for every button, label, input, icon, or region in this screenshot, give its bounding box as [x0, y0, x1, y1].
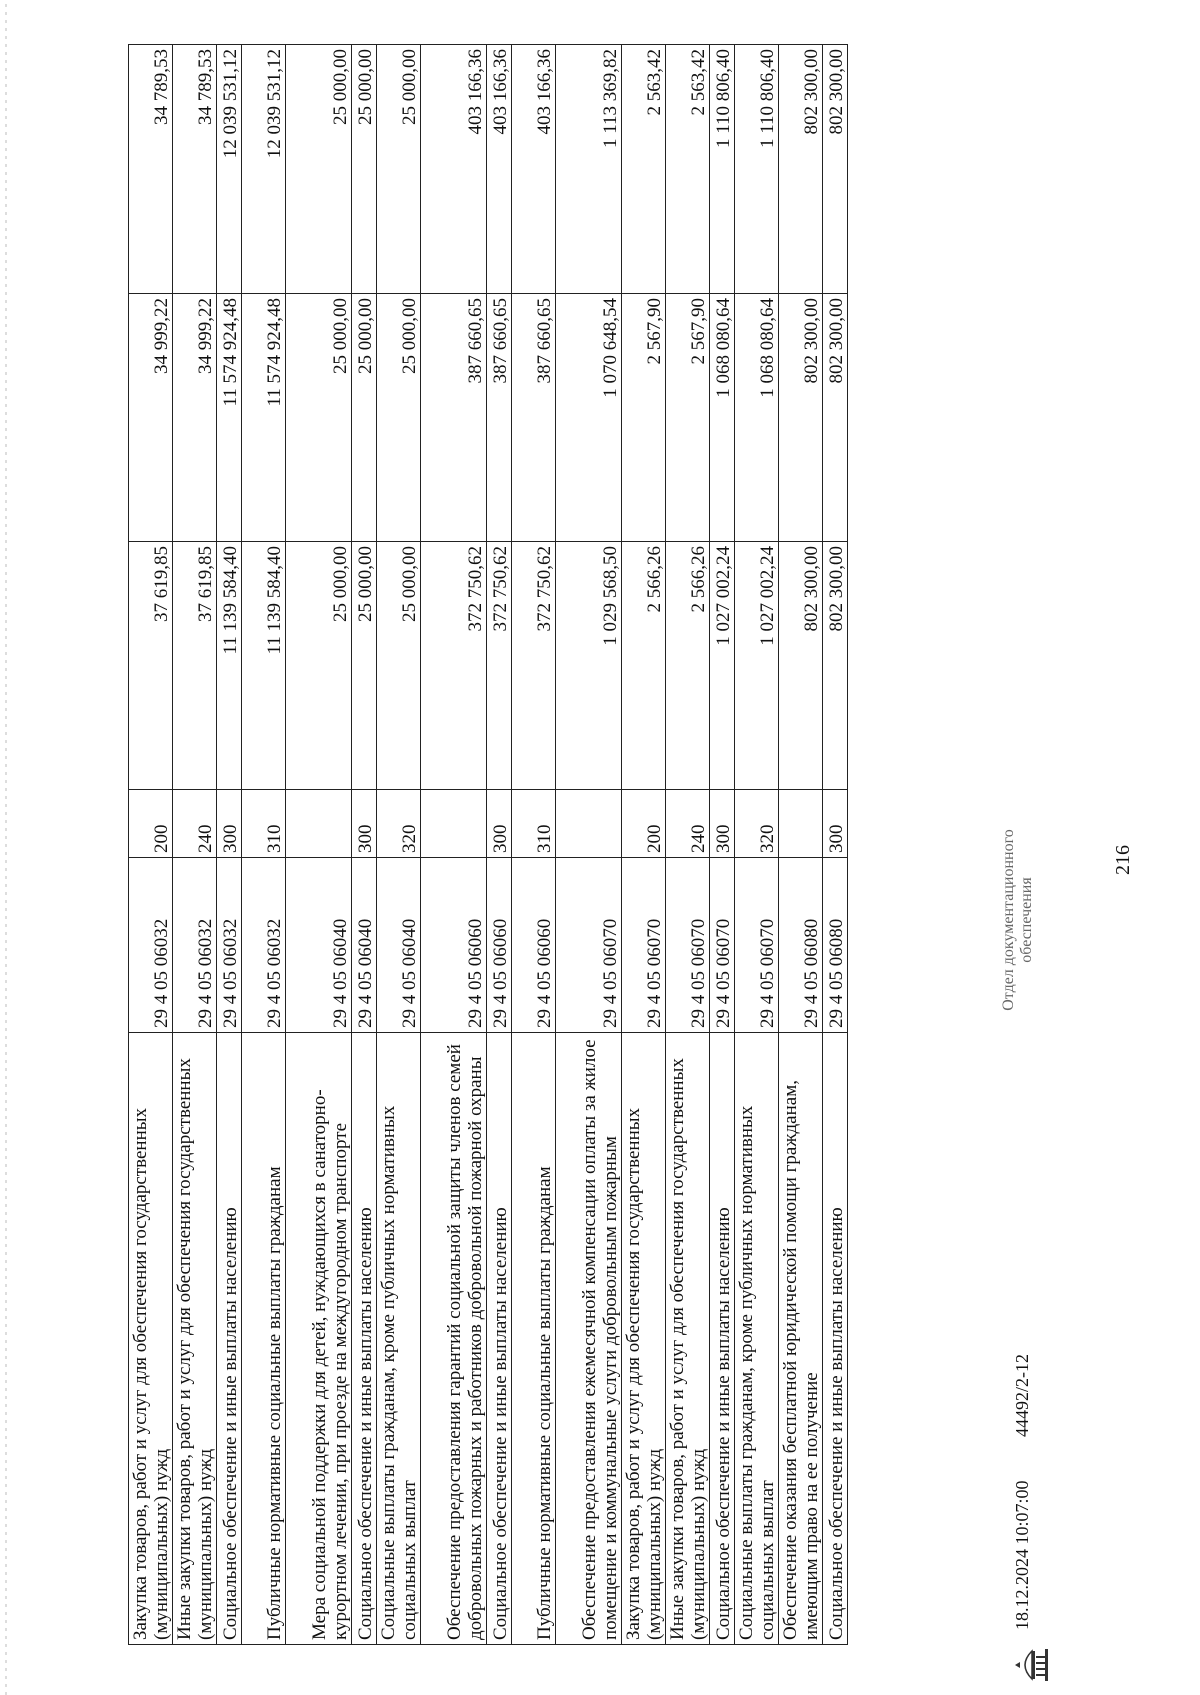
row-amount-year2-cell: 2 567,90 — [622, 294, 666, 542]
row-vr-cell: 300 — [823, 790, 848, 858]
row-amount-year2-cell: 2 567,90 — [666, 294, 710, 542]
row-amount-year2-cell: 1 068 080,64 — [735, 294, 779, 542]
row-name-cell: Социальное обеспечение и иные выплаты населению — [823, 1033, 848, 1645]
row-amount-year1-cell: 372 750,62 — [421, 542, 487, 790]
row-amount-year1-cell: 25 000,00 — [352, 542, 377, 790]
footer-date: 18.12.2024 10:07:00 — [1012, 1480, 1032, 1630]
table-row — [779, 45, 823, 1645]
row-name-cell: Закупка товаров, работ и услуг для обеспечения государственных (муниципальных) нужд — [622, 1033, 666, 1645]
row-amount-year2-cell: 25 000,00 — [286, 294, 352, 542]
row-amount-year1-cell: 802 300,00 — [779, 542, 823, 790]
row-vr-cell — [779, 790, 823, 858]
row-amount-year1-cell: 25 000,00 — [286, 542, 352, 790]
row-csr-cell: 29 4 05 06040 — [286, 858, 352, 1033]
row-amount-year3-cell: 12 039 531,12 — [217, 45, 242, 294]
row-vr-cell: 310 — [512, 790, 556, 858]
row-amount-year1-cell: 11 139 584,40 — [217, 542, 242, 790]
row-vr-cell: 320 — [735, 790, 779, 858]
row-amount-year1-cell: 2 566,26 — [622, 542, 666, 790]
row-amount-year1-cell: 37 619,85 — [173, 542, 217, 790]
row-vr-cell: 300 — [710, 790, 735, 858]
row-csr-cell: 29 4 05 06032 — [173, 858, 217, 1033]
row-name-cell: Иные закупки товаров, работ и услуг для обеспечения государственных (муниципальных) нужд — [666, 1033, 710, 1645]
row-amount-year3-cell: 12 039 531,12 — [242, 45, 286, 294]
row-amount-year2-cell: 25 000,00 — [352, 294, 377, 542]
table-row — [666, 45, 710, 1645]
row-csr-cell: 29 4 05 06040 — [352, 858, 377, 1033]
row-amount-year2-cell: 802 300,00 — [779, 294, 823, 542]
row-csr-cell: 29 4 05 06060 — [487, 858, 512, 1033]
row-amount-year1-cell: 2 566,26 — [666, 542, 710, 790]
row-csr-cell: 29 4 05 06070 — [666, 858, 710, 1033]
row-amount-year2-cell: 802 300,00 — [823, 294, 848, 542]
row-amount-year2-cell: 25 000,00 — [377, 294, 421, 542]
row-amount-year3-cell: 403 166,36 — [512, 45, 556, 294]
row-amount-year1-cell: 372 750,62 — [487, 542, 512, 790]
row-csr-cell: 29 4 05 06060 — [512, 858, 556, 1033]
row-vr-cell: 200 — [622, 790, 666, 858]
row-vr-cell: 300 — [352, 790, 377, 858]
row-amount-year2-cell: 387 660,65 — [421, 294, 487, 542]
row-vr-cell: 240 — [173, 790, 217, 858]
row-amount-year1-cell: 1 027 002,24 — [710, 542, 735, 790]
row-vr-cell: 310 — [242, 790, 286, 858]
row-name-cell: Публичные нормативные социальные выплаты гражданам — [242, 1033, 286, 1645]
row-csr-cell: 29 4 05 06080 — [779, 858, 823, 1033]
row-amount-year3-cell: 403 166,36 — [421, 45, 487, 294]
row-csr-cell: 29 4 05 06070 — [622, 858, 666, 1033]
row-amount-year1-cell: 37 619,85 — [129, 542, 173, 790]
row-vr-cell: 240 — [666, 790, 710, 858]
row-amount-year2-cell: 1 068 080,64 — [710, 294, 735, 542]
row-csr-cell: 29 4 05 06032 — [242, 858, 286, 1033]
row-vr-cell — [286, 790, 352, 858]
row-name-cell: Социальные выплаты гражданам, кроме публичных нормативных социальных выплат — [377, 1033, 421, 1645]
page-number: 216 — [1112, 845, 1134, 875]
row-amount-year3-cell: 2 563,42 — [666, 45, 710, 294]
row-csr-cell: 29 4 05 06070 — [556, 858, 622, 1033]
row-amount-year3-cell: 802 300,00 — [779, 45, 823, 294]
table-row — [823, 45, 848, 1645]
row-amount-year3-cell: 34 789,53 — [173, 45, 217, 294]
row-name-cell: Иные закупки товаров, работ и услуг для обеспечения государственных (муниципальных) нужд — [173, 1033, 217, 1645]
department-stamp — [1000, 805, 1036, 1035]
row-amount-year3-cell: 403 166,36 — [487, 45, 512, 294]
row-vr-cell — [421, 790, 487, 858]
row-name-cell: Социальное обеспечение и иные выплаты населению — [352, 1033, 377, 1645]
table-row — [173, 45, 217, 1645]
row-vr-cell: 200 — [129, 790, 173, 858]
table-row — [352, 45, 377, 1645]
row-csr-cell: 29 4 05 06032 — [217, 858, 242, 1033]
budget-table — [128, 44, 848, 1645]
row-csr-cell: 29 4 05 06060 — [421, 858, 487, 1033]
row-vr-cell: 300 — [487, 790, 512, 858]
scan-margin-strip — [0, 0, 14, 1695]
row-amount-year1-cell: 1 027 002,24 — [735, 542, 779, 790]
row-csr-cell: 29 4 05 06070 — [735, 858, 779, 1033]
row-amount-year2-cell: 387 660,65 — [487, 294, 512, 542]
row-amount-year3-cell: 1 110 806,40 — [735, 45, 779, 294]
row-csr-cell: 29 4 05 06040 — [377, 858, 421, 1033]
row-vr-cell: 320 — [377, 790, 421, 858]
row-amount-year1-cell: 11 139 584,40 — [242, 542, 286, 790]
stamp-line-2: обеспечения — [1018, 877, 1035, 963]
row-name-cell: Социальное обеспечение и иные выплаты населению — [217, 1033, 242, 1645]
row-name-cell: Обеспечение предоставления ежемесячной компенсации оплаты за жилое помещение и коммунальные услуги добровольным пожарным — [556, 1033, 622, 1645]
table-row — [242, 45, 286, 1645]
table-row — [556, 45, 622, 1645]
row-vr-cell — [556, 790, 622, 858]
table-row — [487, 45, 512, 1645]
table-row — [512, 45, 556, 1645]
row-amount-year3-cell: 25 000,00 — [286, 45, 352, 294]
row-amount-year2-cell: 11 574 924,48 — [217, 294, 242, 542]
row-amount-year2-cell: 1 070 648,54 — [556, 294, 622, 542]
table-row — [286, 45, 352, 1645]
row-amount-year1-cell: 802 300,00 — [823, 542, 848, 790]
row-amount-year3-cell: 25 000,00 — [377, 45, 421, 294]
row-amount-year2-cell: 34 999,22 — [173, 294, 217, 542]
table-row — [622, 45, 666, 1645]
emblem-icon — [1012, 1643, 1052, 1687]
table-row — [735, 45, 779, 1645]
row-amount-year1-cell: 372 750,62 — [512, 542, 556, 790]
row-amount-year1-cell: 1 029 568,50 — [556, 542, 622, 790]
row-amount-year2-cell: 11 574 924,48 — [242, 294, 286, 542]
row-name-cell: Социальное обеспечение и иные выплаты населению — [710, 1033, 735, 1645]
row-csr-cell: 29 4 05 06032 — [129, 858, 173, 1033]
table-row — [421, 45, 487, 1645]
row-vr-cell: 300 — [217, 790, 242, 858]
row-amount-year3-cell: 1 110 806,40 — [710, 45, 735, 294]
row-amount-year2-cell: 34 999,22 — [129, 294, 173, 542]
stamp-line-1: Отдел документационного — [1000, 829, 1017, 1011]
row-name-cell: Социальные выплаты гражданам, кроме публичных нормативных социальных выплат — [735, 1033, 779, 1645]
row-amount-year2-cell: 387 660,65 — [512, 294, 556, 542]
row-amount-year3-cell: 1 113 369,82 — [556, 45, 622, 294]
row-amount-year1-cell: 25 000,00 — [377, 542, 421, 790]
footer-code: 44492/2-12 — [1012, 1354, 1032, 1437]
row-name-cell: Социальное обеспечение и иные выплаты населению — [487, 1033, 512, 1645]
row-amount-year3-cell: 25 000,00 — [352, 45, 377, 294]
table-row — [710, 45, 735, 1645]
table-row — [377, 45, 421, 1645]
table-row — [217, 45, 242, 1645]
row-name-cell: Публичные нормативные социальные выплаты гражданам — [512, 1033, 556, 1645]
row-name-cell: Обеспечение предоставления гарантий социальной защиты членов семей добровольных пожарных и работников добровольной пожарной охраны — [421, 1033, 487, 1645]
row-csr-cell: 29 4 05 06080 — [823, 858, 848, 1033]
row-csr-cell: 29 4 05 06070 — [710, 858, 735, 1033]
budget-table-body — [129, 45, 848, 1645]
row-amount-year3-cell: 34 789,53 — [129, 45, 173, 294]
row-amount-year3-cell: 802 300,00 — [823, 45, 848, 294]
row-name-cell: Закупка товаров, работ и услуг для обеспечения государственных (муниципальных) нужд — [129, 1033, 173, 1645]
row-name-cell: Обеспечение оказания бесплатной юридической помощи гражданам, имеющим право на ее получение — [779, 1033, 823, 1645]
table-row — [129, 45, 173, 1645]
row-name-cell: Мера социальной поддержки для детей, нуждающихся в санаторно-курортном лечении, при проезде на междугородном транспорте — [286, 1033, 352, 1645]
row-amount-year3-cell: 2 563,42 — [622, 45, 666, 294]
